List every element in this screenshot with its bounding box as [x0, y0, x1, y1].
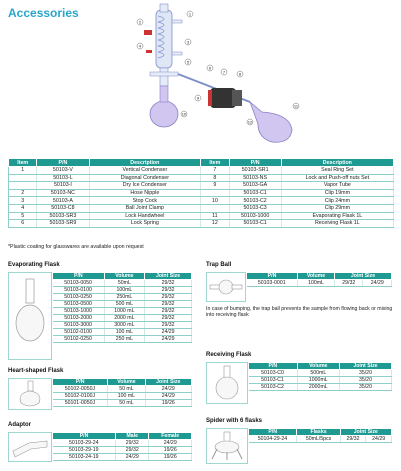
table-cell: 250 mL	[104, 336, 144, 343]
col-item-2: Item	[201, 159, 229, 167]
table-cell: 29/32	[145, 322, 192, 329]
receiving-table: P/N Volume Joint Size 50103-C0 500mL 35/20 50103-C1 1000mL 35/20 50103-C2 2000mL 35/20	[248, 362, 392, 391]
receiving-flask-image	[206, 362, 248, 404]
table-cell: 24/29	[116, 454, 149, 461]
heart-table: P/N Volume Joint Size 50102-0050J 50 mL 24/29 50102-0100J 100 mL 24/29 50101-0050J 50 mL 19/26	[52, 378, 192, 407]
adaptor-table: P/N Male Female 50103-29-24 29/32 24/29 50103-29-19 29/32 19/26 50103-24-19 24/29 19/26	[52, 432, 192, 461]
callout-12: 12	[247, 119, 253, 125]
col-description: Description	[89, 159, 201, 167]
callout-7: 7	[222, 69, 226, 75]
table-cell: 10	[201, 197, 229, 205]
table-row	[9, 174, 394, 182]
table-row	[53, 301, 192, 308]
table-row	[53, 440, 192, 447]
table-cell: 50103-NS	[229, 174, 281, 182]
table-cell: 35/20	[339, 377, 391, 384]
rotary-evaporator-diagram	[100, 2, 310, 152]
trap-table: P/N Volume Joint Size 50103-0001 100mL 29/32 24/29	[246, 272, 392, 287]
table-cell: 50 mL	[108, 386, 145, 393]
table-cell: 50103-3000	[53, 322, 105, 329]
table-cell: 50103-SR9	[37, 220, 89, 228]
callout-8: 8	[238, 71, 242, 77]
trap-ball-image	[206, 272, 246, 302]
table-cell: 29/32	[145, 308, 192, 315]
table-cell: 50103-0100	[53, 287, 105, 294]
table-row	[9, 189, 394, 197]
table-cell: Hose Nipple	[89, 189, 201, 197]
footnote: *Plastic coating for glasswares are available upon request	[8, 244, 144, 250]
table-row	[53, 454, 192, 461]
table-cell: 24/29	[145, 393, 192, 400]
table-cell: 24/29	[145, 336, 192, 343]
col-description-2: Description	[281, 159, 393, 167]
table-cell: Seal Ring Set	[281, 167, 393, 175]
table-cell: 6	[9, 220, 37, 228]
table-cell: 3	[9, 197, 37, 205]
table-cell: 29/32	[145, 294, 192, 301]
table-cell: 500mL	[297, 370, 339, 377]
table-cell: Vapor Tube	[281, 182, 393, 190]
table-cell: 29/32	[116, 447, 149, 454]
table-cell: 50103-C1	[229, 189, 281, 197]
table-row	[53, 329, 192, 336]
callout-2: 2	[138, 19, 142, 25]
table-row	[53, 294, 192, 301]
callout-9: 9	[196, 95, 200, 101]
table-row: 50104-29-24 50mL/5pcs 29/32 24/29	[249, 436, 392, 443]
table-row	[249, 370, 392, 377]
table-cell: 19/26	[149, 447, 192, 454]
callout-3: 3	[186, 39, 190, 45]
heart-flask-image	[8, 378, 52, 410]
table-cell: 5	[9, 212, 37, 220]
table-cell: 50103-C8	[37, 204, 89, 212]
table-cell: 29/32	[145, 287, 192, 294]
table-cell: Lock Handwheel	[89, 212, 201, 220]
table-cell: 50103-29-24	[53, 440, 116, 447]
evaporating-table: P/N Volume Joint Size 50103-0050 50mL 29/32 50103-0100 100mL 29/32 50103-0250 250mL 29/32 50103-0500 500 mL 29/32 50103-1000 1000 mL 29/32 50103-2000 2000 mL 29/32 50103-3000 3000 mL 29/32 50102-0100 100 mL 24/29 50102-0250 250 mL 24/29	[52, 272, 192, 343]
table-row	[9, 212, 394, 220]
table-cell: 29/32	[145, 301, 192, 308]
table-cell: 50103-C2	[249, 384, 298, 391]
table-cell: Stop Cock	[89, 197, 201, 205]
accessories-table	[8, 158, 394, 228]
table-cell: 2000mL	[297, 384, 339, 391]
table-cell: Dry Ice Condenser	[89, 182, 201, 190]
table-cell: 50103-A	[37, 197, 89, 205]
table-cell: 50103-1000	[229, 212, 281, 220]
table-cell: 50103-24-19	[53, 454, 116, 461]
table-cell	[201, 189, 229, 197]
receiving-title: Receiving Flask	[206, 352, 252, 358]
table-cell: 1000 mL	[104, 308, 144, 315]
callout-6: 6	[208, 65, 212, 71]
evaporating-flask-image	[8, 272, 52, 360]
table-cell: 50103-1000	[53, 308, 105, 315]
table-cell: 8	[201, 174, 229, 182]
spider-title: Spider with 6 flasks	[206, 418, 263, 424]
col-pn-2: P/N	[229, 159, 281, 167]
callout-5: 5	[186, 59, 190, 65]
table-cell: 50101-0050J	[53, 400, 108, 407]
trap-description: In case of bumping, the trap ball prevents the sample from flowing back or mixing into receiving flask	[206, 306, 393, 319]
table-cell: 50103-C1	[229, 220, 281, 228]
table-cell: 50103-SR1	[229, 167, 281, 175]
table-cell	[201, 204, 229, 212]
table-row	[53, 308, 192, 315]
table-cell: 50103-C0	[249, 370, 298, 377]
table-row	[249, 377, 392, 384]
table-cell: 100mL	[104, 287, 144, 294]
table-row	[53, 280, 192, 287]
col-item: Item	[9, 159, 37, 167]
table-cell: 29/32	[145, 315, 192, 322]
table-cell: 50103-0250	[53, 294, 105, 301]
table-row	[53, 287, 192, 294]
table-cell: 50103-SR3	[37, 212, 89, 220]
table-cell: 50103-29-19	[53, 447, 116, 454]
table-row: 50103-0001 100mL 29/32 24/29	[247, 280, 392, 287]
table-cell: 35/20	[339, 384, 391, 391]
table-cell: 50103-0500	[53, 301, 105, 308]
table-cell: 1000mL	[297, 377, 339, 384]
table-row	[53, 336, 192, 343]
table-cell: 250mL	[104, 294, 144, 301]
table-cell: 19/26	[149, 454, 192, 461]
table-cell: Clip 29mm	[281, 204, 393, 212]
table-cell: 35/20	[339, 370, 391, 377]
table-cell: Ball Joint Clamp	[89, 204, 201, 212]
table-cell: 50103-NC	[37, 189, 89, 197]
table-cell: 50103-C1	[249, 377, 298, 384]
table-cell: 50103-I	[37, 182, 89, 190]
table-cell: 4	[9, 204, 37, 212]
table-row	[9, 167, 394, 175]
table-cell: 11	[201, 212, 229, 220]
table-row	[53, 447, 192, 454]
table-cell: Evaporating Flask 1L	[281, 212, 393, 220]
table-cell: 50 mL	[108, 400, 145, 407]
table-cell: 50102-0100	[53, 329, 105, 336]
table-cell: 24/29	[149, 440, 192, 447]
adaptor-image	[8, 432, 52, 462]
table-cell: Diagonal Condenser	[89, 174, 201, 182]
page-title: Accessories	[8, 6, 79, 20]
callout-1: 1	[188, 11, 192, 17]
table-row	[9, 204, 394, 212]
spider-image	[206, 428, 248, 464]
table-cell: Receiving Flask 1L	[281, 220, 393, 228]
table-cell: 12	[201, 220, 229, 228]
table-cell: 50103-L	[37, 174, 89, 182]
table-row	[9, 220, 394, 228]
table-row	[53, 315, 192, 322]
table-cell: 50103-2000	[53, 315, 105, 322]
table-row	[249, 384, 392, 391]
table-cell: Lock and Push-off nuts Set	[281, 174, 393, 182]
spider-table: P/N Flasks Joint Size 50104-29-24 50mL/5pcs 29/32 24/29	[248, 428, 392, 443]
table-cell: 50103-GA	[229, 182, 281, 190]
adaptor-title: Adaptor	[8, 422, 31, 428]
table-cell: Clip 19mm	[281, 189, 393, 197]
table-row	[53, 393, 192, 400]
table-cell: Lock Spring	[89, 220, 201, 228]
table-cell: Clip 24mm	[281, 197, 393, 205]
table-cell: Vertical Condenser	[89, 167, 201, 175]
table-cell: 24/29	[145, 329, 192, 336]
table-cell: 50103-V	[37, 167, 89, 175]
table-cell: 500 mL	[104, 301, 144, 308]
table-cell: 50103-C3	[229, 204, 281, 212]
callout-11: 11	[293, 103, 299, 109]
table-cell: 50mL	[104, 280, 144, 287]
table-row	[9, 182, 394, 190]
table-cell: 29/32	[116, 440, 149, 447]
trap-title: Trap Ball	[206, 262, 232, 268]
table-cell: 50103-C2	[229, 197, 281, 205]
table-row	[53, 400, 192, 407]
col-pn: P/N	[37, 159, 89, 167]
table-row	[53, 386, 192, 393]
table-cell	[9, 182, 37, 190]
table-cell: 50102-0100J	[53, 393, 108, 400]
table-cell	[9, 174, 37, 182]
callout-10: 10	[181, 111, 187, 117]
table-cell: 7	[201, 167, 229, 175]
table-cell: 29/32	[145, 280, 192, 287]
table-cell: 1	[9, 167, 37, 175]
table-row	[53, 322, 192, 329]
table-cell: 9	[201, 182, 229, 190]
callout-4: 4	[138, 43, 142, 49]
table-cell: 50103-0050	[53, 280, 105, 287]
table-cell: 100 mL	[108, 393, 145, 400]
table-cell: 24/29	[145, 386, 192, 393]
table-row	[9, 197, 394, 205]
evaporating-title: Evaporating Flask	[8, 262, 60, 268]
heart-title: Heart-shaped Flask	[8, 368, 64, 374]
table-cell: 50102-0050J	[53, 386, 108, 393]
table-cell: 19/26	[145, 400, 192, 407]
table-cell: 2	[9, 189, 37, 197]
table-cell: 100 mL	[104, 329, 144, 336]
table-cell: 3000 mL	[104, 322, 144, 329]
table-cell: 50102-0250	[53, 336, 105, 343]
table-cell: 2000 mL	[104, 315, 144, 322]
